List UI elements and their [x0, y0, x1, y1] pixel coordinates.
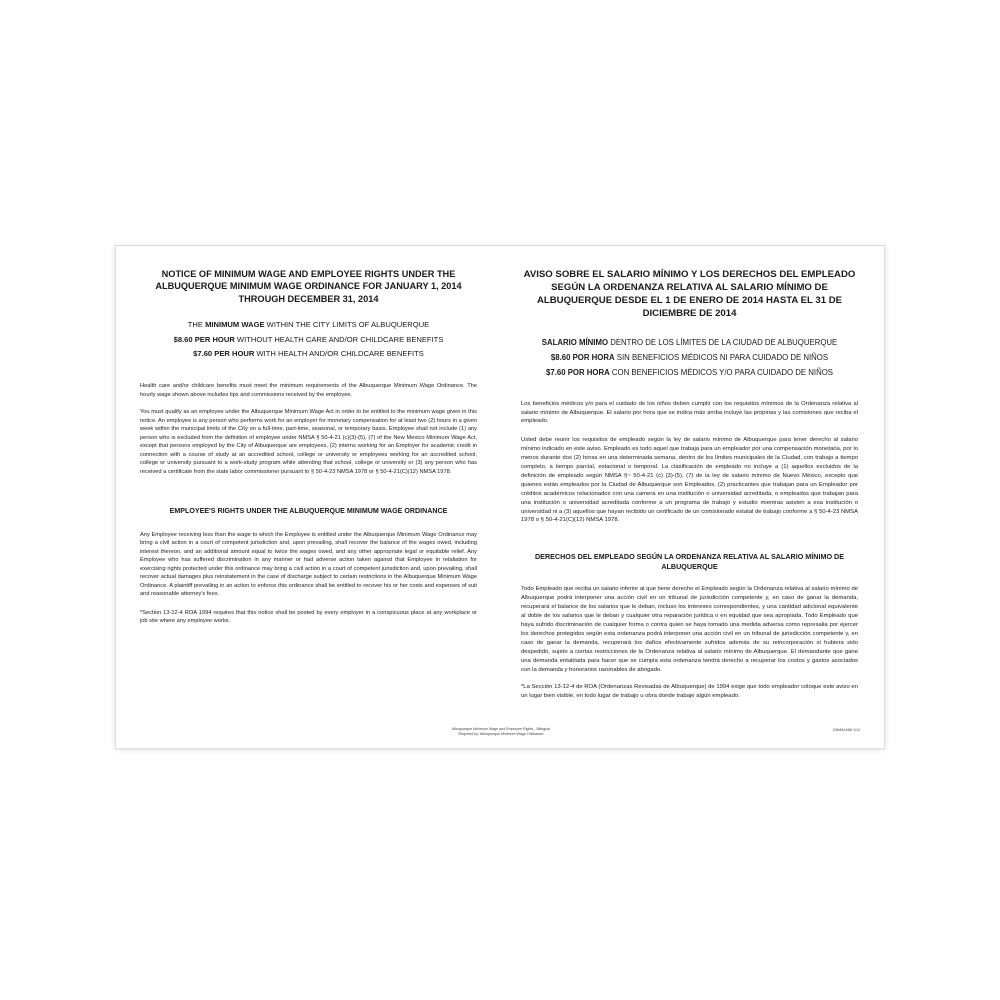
spanish-rate-line-2: $8.60 POR HORA SIN BENEFICIOS MÉDICOS NI PARA CUIDADO DE NIÑOS	[550, 353, 829, 363]
footer-line-2: Required by: Albuquerque Minimum Wage Ordinance	[458, 731, 544, 736]
footer-line-1: Albuquerque Minimum Wage and Employee Rights - Bilingual	[451, 727, 551, 731]
poster-footer	[416, 727, 586, 736]
english-qualify-paragraph: You must qualify as an employee under the Albuquerque Minimum Wage Act in order to be entitled to the minimum wage given in this notice. An employee is any person who performs work for an employer for monetary compensation for at least two (2) hours in a given week within the municipal limits of the City on a full-time, part-time, seasonal, or temporary basis. Employee shall not include (1) any person who is excluded from the definition of employee under NMSA § 50-4-21 (c)(3)-(5), (7) of the New Mexico Minimum Wage Act, except that persons employed by the City of Albuquerque are employees, (2) interns working for an Employer for academic credit in connection with a course of study at an accredited school, college or university or employees working for an accredited school, college or university pursuant to a work-study program while attending that school, college or university or (3) any person who has received a certificate from the state labor commissioner pursuant to § 50-4-23 NMSA 1978 or § 50-4-21(C)(12) NMSA 1978.	[140, 409, 477, 475]
spanish-wage-rates	[521, 335, 858, 381]
english-rights-paragraph: Any Employee receiving less than the wage to which the Employee is entitled under the Albuquerque Minimum Wage Ordinance may bring a civil action in a court of competent jurisdiction and, upon prevailing, shall recover the balance of the wages owed, including interest thereon, and an additional amount equal to twice the wages owed, and any other appropriate legal or equitable relief. Any Employee who has suffered discrimination in any manner or had adverse action taken against that Employee in retaliation for exercising rights protected under this ordinance may bring a civil action in a court of competent jurisdiction and, upon prevailing, shall recover actual damages plus reinstatement in the case of discharge subject to certain restrictions in the Albuquerque Minimum Wage Ordinance. A plaintiff prevailing in an action to enforce this ordinance shall be entitled to recover his or her costs and expenses of suit and reasonable attorney's fees.	[140, 531, 477, 598]
poster-code: ENMALMW 1/14	[833, 728, 860, 732]
spanish-column	[521, 268, 858, 701]
spanish-footnote: *La Sección 13-12-4 de ROA (Ordenanzas Revisadas de Albuquerque) de 1994 exige que todo empleador coloque este aviso en un lugar bien visible, en todo lugar de trabajo u obra donde trabaje algún empleado.	[521, 684, 858, 700]
spanish-rights-heading: DERECHOS DEL EMPLEADO SEGÚN LA ORDENANZA RELATIVA AL SALARIO MÍNIMO DE ALBUQUERQUE	[534, 552, 845, 572]
spanish-rate-line-1: SALARIO MÍNIMO DENTRO DE LOS LÍMITES DE LA CIUDAD DE ALBUQUERQUE	[541, 338, 838, 347]
english-rights-heading: EMPLOYEE'S RIGHTS UNDER THE ALBUQUERQUE MINIMUM WAGE ORDINANCE	[169, 507, 448, 515]
english-wage-rates	[140, 318, 477, 362]
english-health-paragraph: Health care and/or childcare benefits must meet the minimum requirements of the Albuquerque Minimum Wage Ordinance. The hourly wage shown above includes tips and commissions received by the employee.	[140, 383, 477, 398]
english-rate-line-2: $8.60 PER HOUR WITHOUT HEALTH CARE AND/OR CHILDCARE BENEFITS	[173, 334, 444, 344]
english-column	[140, 268, 477, 626]
spanish-title: AVISO SOBRE EL SALARIO MÍNIMO Y LOS DERECHOS DEL EMPLEADO SEGÚN LA ORDENANZA RELATIVA AL SALARIO MÍNIMO DE ALBUQUERQUE DESDE EL 1 DE ENERO DE 2014 HASTA EL 31 DE DICIEMBRE DE 2014	[523, 269, 856, 319]
english-title: NOTICE OF MINIMUM WAGE AND EMPLOYEE RIGHTS UNDER THE ALBUQUERQUE MINIMUM WAGE ORDINANCE FOR JANUARY 1, 2014 THROUGH DECEMBER 31, 2014	[155, 269, 462, 304]
english-footnote: *Section 13-12-4 ROA 1994 requires that this notice shall be posted by every employer in a conspicuous place at any workplace or job site where any employee works.	[140, 609, 477, 625]
labor-law-poster	[116, 246, 884, 748]
spanish-rights-paragraph: Todo Empleado que reciba un salario inferior al que tiene derecho el Empleado según la Ordenanza relativa al salario mínimo de Albuquerque podrá interponer una acción civil en un tribunal de jurisdicción competente y, en caso de ganar la demanda, recuperará el balance de los salarios que le deban, incluso los intereses correspondientes, y una cantidad adicional equivalente al doble de los salarios que le deban y cualquier otra reparación jurídica o en equidad que sea apropiada. Todo Empleado que haya sufrido discriminación de cualquier forma o contra quien se haya tomado una medida adversa como represalia por ejercer los derechos protegidos según esta ordenanza podrá interponer una acción civil en un tribunal de jurisdicción competente y, en caso de ganar la demanda, recuperará los daños efectivamente sufridos además de su reincorporación si hubiera sido despedido, sujeto a ciertas restricciones de la Ordenanza relativa al salario mínimo de Albuquerque. El demandante que gane una demanda entablada para hacer que se cumpla esta ordenanza tendrá derecho a recuperar los costos y gastos asociados con la demanda y honorarios razonables de abogado.	[521, 586, 858, 673]
spanish-qualify-paragraph: Usted debe reunir los requisitos de empleado según la ley de salario mínimo de Albuquerque para tener derecho al salario mínimo indicado en este aviso. Empleado es todo aquel que trabaja para un empleador por una compensación monetaria, por lo menos durante dos (2) horas en una determinada semana, dentro de los límites municipales de la Ciudad, con trabajo a tiempo completo, a tiempo parcial, estacional o temporal. La clasificación de empleado no incluye a (1) aquellos excluidos de la definición de empleado según NMSA §~ 50-4-21 (c) (3)-(5), (7) de la ley de salario mínimo de Nuevo México, excepto que quienes están empleados por la Ciudad de Albuquerque son Empleados, (2) practicantes que trabajan para un Empleador por créditos académicos relacionados con una camera en una institución o universidad acreditada, o empleados que trabajan para una institución o universidad acreditada conforme a un programa de trabajo y estudio mientras asisten a esa institución o universidad ni a (3) aquellos que hayan recibido un certificado de un comisionado estatal de trabajo conforme a § 50-4-23 NMSA 1978 o § 50-4-21(C)(12) NMSA 1978.	[521, 437, 858, 524]
english-rate-line-3: $7.60 PER HOUR WITH HEALTH AND/OR CHILDCARE BENEFITS	[193, 349, 424, 359]
spanish-health-paragraph: Los beneficios médicos y/o para el cuidado de los niños deben cumplir con los requisitos mínimos de la Ordenanza relativa al salario mínimo de Albuquerque. El salario por hora que se indica más arriba incluye las propinas y las comisiones que reciba el empleado.	[521, 400, 858, 425]
spanish-rate-line-3: $7.60 POR HORA CON BENEFICIOS MÉDICOS Y/O PARA CUIDADO DE NIÑOS	[546, 368, 833, 378]
english-rate-line-1: THE MINIMUM WAGE WITHIN THE CITY LIMITS OF ALBUQUERQUE	[187, 320, 430, 330]
